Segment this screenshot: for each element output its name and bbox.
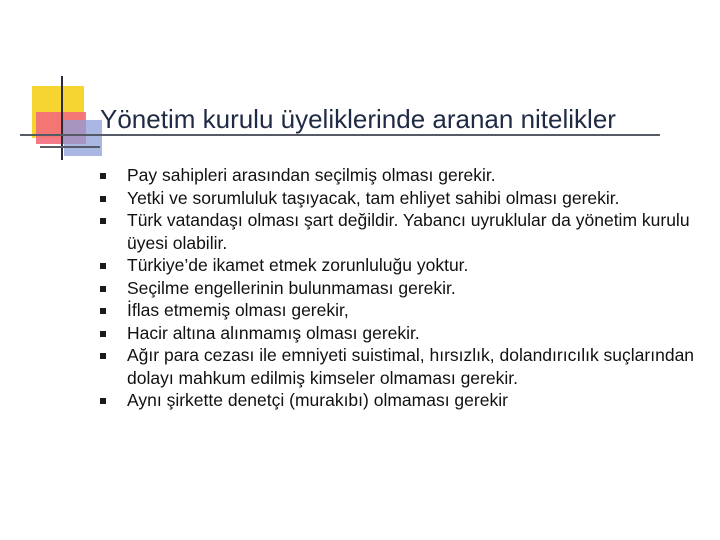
bullet-text: Yetki ve sorumluluk taşıyacak, tam ehliyet sahibi olması gerekir.: [127, 187, 620, 208]
bullet-text: İflas etmemiş olması gerekir,: [127, 300, 349, 320]
bullet-text: Türk vatandaşı olması şart değildir. Yabancı uyruklular da yönetim kurulu üyesi olabilir.: [127, 210, 690, 253]
slide-title: Yönetim kurulu üyeliklerinde aranan nitelikler: [100, 104, 616, 134]
square-bullet-icon: [100, 398, 106, 404]
corner-ornament-short-line: [40, 146, 100, 148]
square-bullet-icon: [100, 218, 106, 224]
bullet-text: Pay sahipleri arasından seçilmiş olması gerekir.: [127, 165, 496, 185]
square-bullet-icon: [100, 353, 106, 359]
bullet-item: [96, 299, 696, 322]
bullet-item: [96, 277, 696, 300]
bullet-item: [96, 164, 696, 187]
bullet-text: Hacir altına alınmamış olması gerekir.: [127, 322, 420, 343]
corner-ornament-blue-square: [64, 120, 102, 156]
bullet-item: [96, 209, 696, 254]
bullet-item: [96, 254, 696, 277]
bullet-text: Türkiye’de ikamet etmek zorunluluğu yoktur.: [127, 255, 469, 275]
square-bullet-icon: [100, 286, 106, 292]
square-bullet-icon: [100, 308, 106, 314]
bullet-item: [96, 389, 696, 412]
square-bullet-icon: [100, 331, 106, 337]
bullet-item: [96, 187, 696, 210]
square-bullet-icon: [100, 196, 106, 202]
bullet-item: [96, 322, 696, 345]
bullet-item: [96, 344, 696, 389]
square-bullet-icon: [100, 173, 106, 179]
square-bullet-icon: [100, 263, 106, 269]
bullet-text: Ağır para cezası ile emniyeti suistimal, hırsızlık, dolandırıcılık suçlarından dolayı mahkum edilmiş kimseler olmaması gerekir.: [127, 345, 695, 388]
bullet-text: Seçilme engellerinin bulunmaması gerekir.: [127, 277, 456, 298]
bullet-list: [96, 164, 696, 412]
bullet-text: Aynı şirkette denetçi (murakıbı) olmaması gerekir: [127, 390, 508, 410]
